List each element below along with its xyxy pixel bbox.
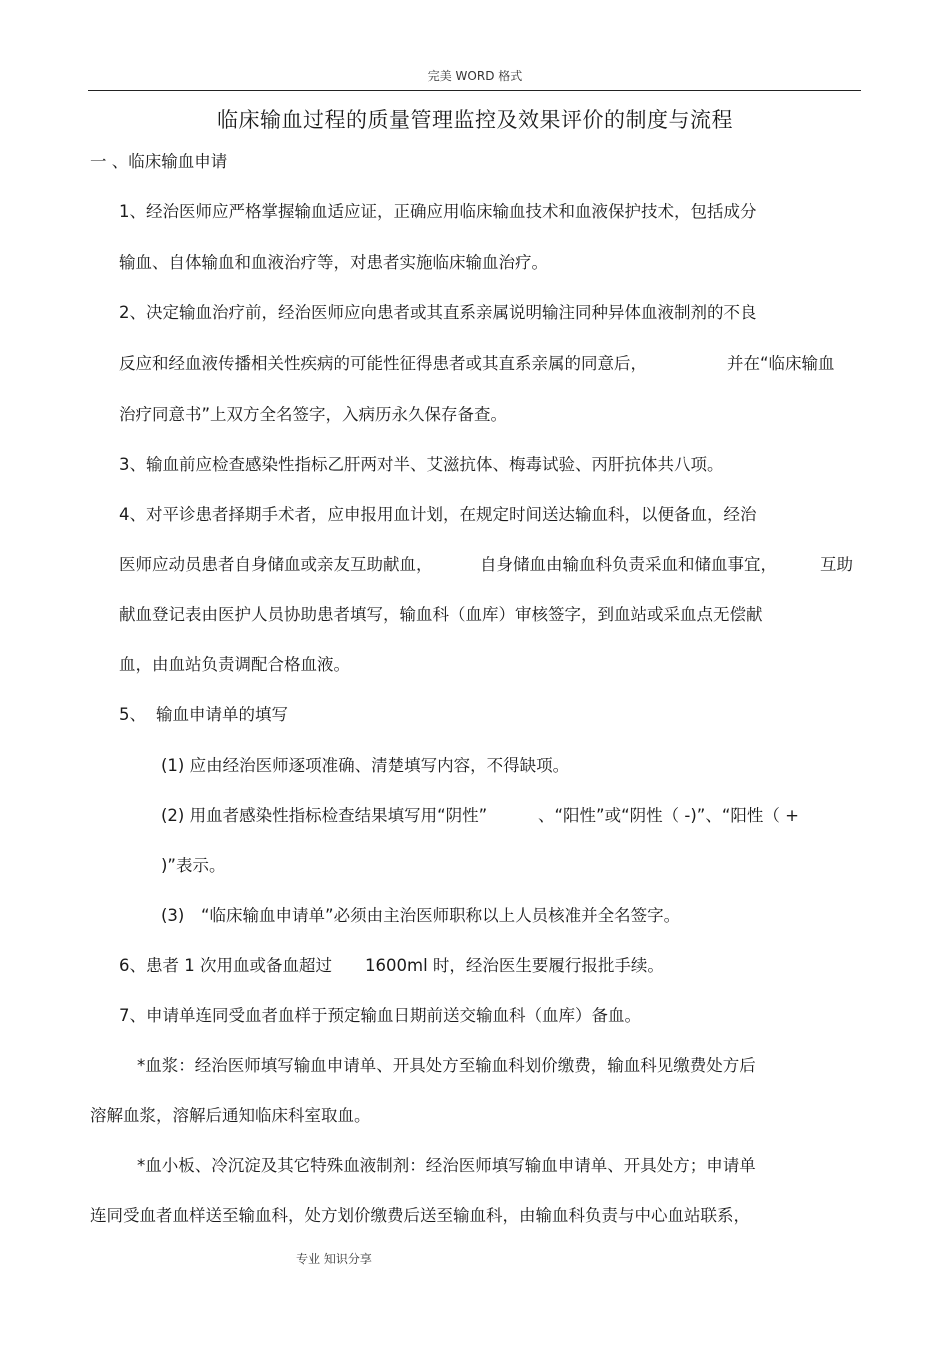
sub-item: )”表示。 <box>161 856 226 875</box>
paragraph-line-fragment: 自身储血由输血科负责采血和储血事宜， <box>480 555 777 574</box>
paragraph-line: 6、患者 1 次用血或备血超过 <box>119 956 332 975</box>
sub-item: (1) 应由经治医师逐项准确、清楚填写内容，不得缺项。 <box>161 756 570 775</box>
sub-item-number: (3) <box>161 906 185 925</box>
paragraph-line: 溶解血浆，溶解后通知临床科室取血。 <box>90 1106 371 1125</box>
document-title: 临床输血过程的质量管理监控及效果评价的制度与流程 <box>217 108 733 132</box>
page-header: 完美 WORD 格式 <box>427 69 523 83</box>
list-number: 5、 <box>119 705 146 724</box>
paragraph-line-fragment: 输血申请单的填写 <box>156 705 288 724</box>
paragraph-line: 4、对平诊患者择期手术者，应申报用血计划，在规定时间送达输血科，以便备血，经治 <box>119 505 757 524</box>
sub-item: (2) 用血者感染性指标检查结果填写用“阴性” <box>161 806 488 825</box>
paragraph-line: 连同受血者血样送至输血科，处方划价缴费后送至输血科，由输血科负责与中心血站联系， <box>90 1206 750 1225</box>
paragraph-line: 医师应动员患者自身储血或亲友互助献血， <box>119 555 433 574</box>
paragraph-line: 7、申请单连同受血者血样于预定输血日期前送交输血科（血库）备血。 <box>119 1006 641 1025</box>
paragraph-line-fragment: 1600ml 时，经治医生要履行报批手续。 <box>365 956 664 975</box>
paragraph-line-fragment: 并在“临床输血 <box>727 354 835 373</box>
page-footer: 专业 知识分享 <box>296 1252 372 1266</box>
paragraph-line: 血，由血站负责调配合格血液。 <box>119 655 350 674</box>
paragraph-line: *血小板、冷沉淀及其它特殊血液制剂：经治医师填写输血申请单、开具处方；申请单 <box>137 1156 756 1175</box>
sub-item-fragment: 、“阳性”或“阴性（ -)”、“阳性（ + <box>538 806 799 825</box>
paragraph-line-fragment: 互助 <box>820 555 853 574</box>
paragraph-line: 输血、自体输血和血液治疗等，对患者实施临床输血治疗。 <box>119 253 548 272</box>
paragraph-line: 2、决定输血治疗前，经治医师应向患者或其直系亲属说明输注同种异体血液制剂的不良 <box>119 303 757 322</box>
paragraph-line: *血浆：经治医师填写输血申请单、开具处方至输血科划价缴费，输血科见缴费处方后 <box>137 1056 756 1075</box>
paragraph-line: 献血登记表由医护人员协助患者填写，输血科（血库）审核签字，到血站或采血点无偿献 <box>119 605 763 624</box>
section-heading: 一 、临床输血申请 <box>90 152 228 171</box>
paragraph-line: 3、输血前应检查感染性指标乙肝两对半、艾滋抗体、梅毒试验、丙肝抗体共八项。 <box>119 455 724 474</box>
sub-item-fragment: “临床输血申请单”必须由主治医师职称以上人员核准并全名签字。 <box>201 906 681 925</box>
paragraph-line: 反应和经血液传播相关性疾病的可能性征得患者或其直系亲属的同意后， <box>119 354 647 373</box>
header-divider <box>88 90 861 91</box>
paragraph-line: 1、经治医师应严格掌握输血适应证，正确应用临床输血技术和血液保护技术，包括成分 <box>119 202 757 221</box>
paragraph-line: 治疗同意书”上双方全名签字，入病历永久保存备查。 <box>119 405 508 424</box>
